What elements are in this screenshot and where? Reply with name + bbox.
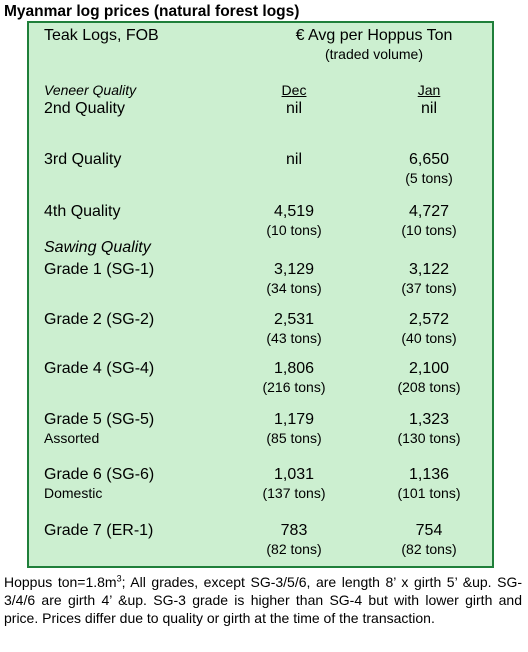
dec-volume: (82 tons) [266, 541, 322, 557]
dec-price: 1,806 [273, 360, 315, 377]
row-sublabel: Assorted [44, 430, 100, 446]
table-header-right: € Avg per Hoppus Ton [295, 27, 453, 44]
dec-price: 2,531 [273, 311, 315, 328]
footnote-part2: ; All grades, except SG-3/5/6, are length 8’ x girth 5’ &up. SG-3/4/6 are girth 4’ &up. SG-3 grade is higher than SG-4 but with lower girth and price. Prices differ due to quality or girth at the time of the transaction. [4, 574, 522, 626]
dec-price: 4,519 [273, 203, 315, 220]
row-label: Grade 5 (SG-5) [44, 411, 155, 428]
row-label: 3rd Quality [44, 151, 122, 168]
jan-volume: (208 tons) [397, 379, 461, 395]
column-header-jan: Jan [417, 82, 441, 98]
column-header-dec: Dec [281, 82, 307, 98]
veneer-quality-label: Veneer Quality [44, 82, 137, 98]
row-label: 2nd Quality [44, 100, 125, 117]
jan-price: 4,727 [408, 203, 450, 220]
jan-price: 754 [415, 522, 443, 539]
page-title: Myanmar log prices (natural forest logs) [4, 3, 300, 20]
row-sublabel: Domestic [44, 485, 103, 501]
sawing-quality-label: Sawing Quality [44, 239, 151, 256]
dec-volume: (85 tons) [266, 430, 322, 446]
dec-volume: (43 tons) [266, 330, 322, 346]
dec-volume: (137 tons) [262, 485, 326, 501]
jan-price: 2,100 [408, 360, 450, 377]
dec-volume: (10 tons) [266, 222, 322, 238]
table-header-right-sub: (traded volume) [324, 46, 424, 62]
jan-price: 1,323 [408, 411, 450, 428]
jan-price: 6,650 [408, 151, 450, 168]
footnote [4, 573, 522, 627]
jan-volume: (101 tons) [397, 485, 461, 501]
row-label: Grade 4 (SG-4) [44, 360, 155, 377]
jan-price: 3,122 [408, 261, 450, 278]
jan-volume: (5 tons) [405, 170, 453, 186]
dec-price: 3,129 [273, 261, 315, 278]
row-label: Grade 6 (SG-6) [44, 466, 155, 483]
jan-volume: (37 tons) [401, 280, 457, 296]
jan-volume: (10 tons) [401, 222, 457, 238]
row-label: Grade 1 (SG-1) [44, 261, 155, 278]
dec-price: 1,179 [273, 411, 315, 428]
jan-volume: (130 tons) [397, 430, 461, 446]
row-label: Grade 2 (SG-2) [44, 311, 155, 328]
dec-price: 1,031 [273, 466, 315, 483]
dec-price: nil [285, 151, 302, 168]
dec-price: nil [285, 100, 302, 117]
table-header-left: Teak Logs, FOB [44, 27, 159, 44]
footnote-superscript: 3 [116, 573, 122, 584]
footnote-part1: Hoppus ton=1.8m [4, 574, 117, 590]
jan-price: nil [420, 100, 437, 117]
jan-price: 1,136 [408, 466, 450, 483]
jan-volume: (82 tons) [401, 541, 457, 557]
dec-volume: (216 tons) [262, 379, 326, 395]
row-label: Grade 7 (ER-1) [44, 522, 154, 539]
dec-volume: (34 tons) [266, 280, 322, 296]
jan-price: 2,572 [408, 311, 450, 328]
price-table-panel [27, 21, 494, 568]
row-label: 4th Quality [44, 203, 121, 220]
jan-volume: (40 tons) [401, 330, 457, 346]
dec-price: 783 [280, 522, 308, 539]
